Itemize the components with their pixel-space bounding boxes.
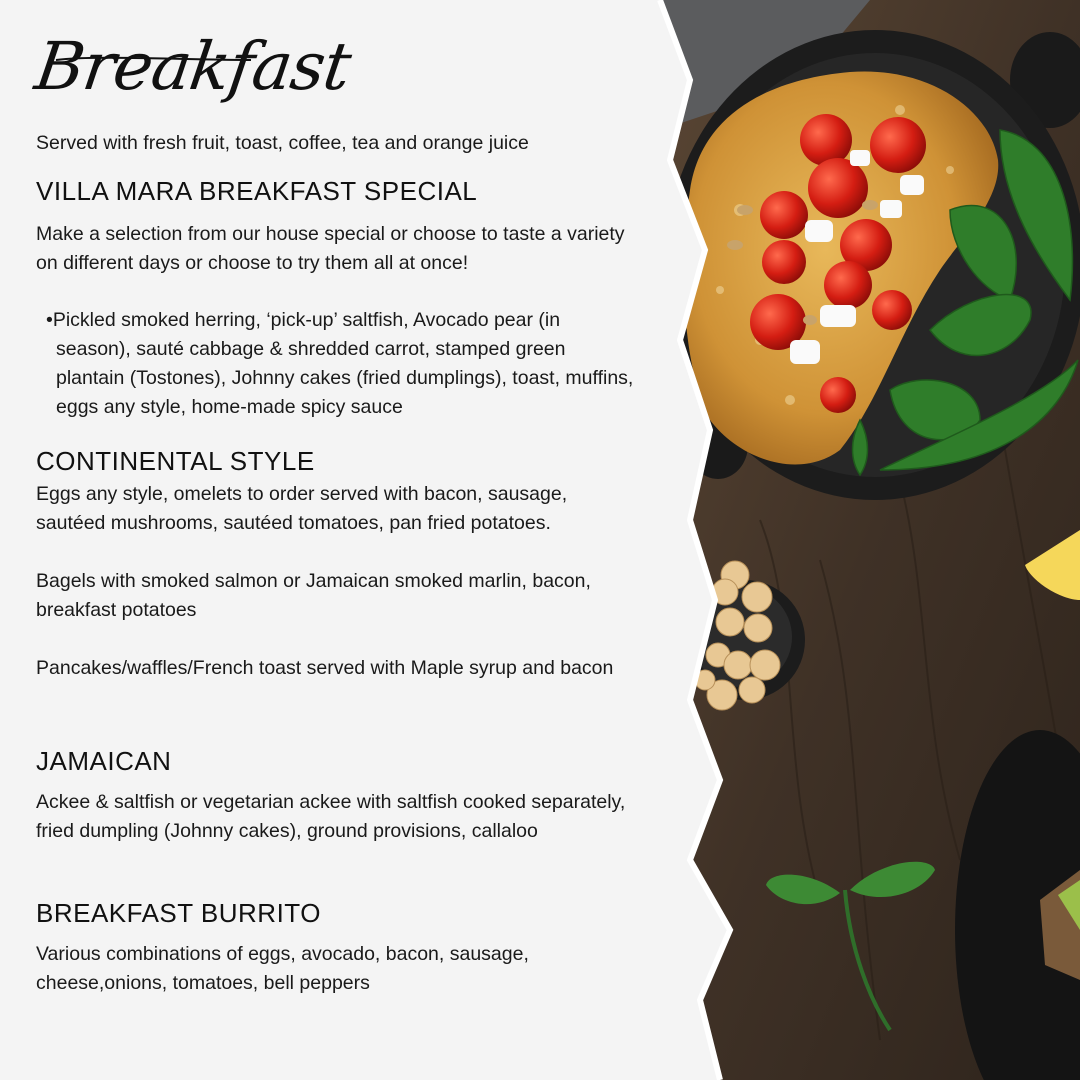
menu-title: Breakfast bbox=[30, 28, 356, 105]
jamaican-description: Ackee & saltfish or vegetarian ackee with saltfish cooked separately, fried dumpling (Johnny cakes), ground provisions, callaloo bbox=[36, 791, 626, 842]
heading-burrito: BREAKFAST BURRITO bbox=[36, 898, 321, 928]
menu-subtitle: Served with fresh fruit, toast, coffee, tea and orange juice bbox=[36, 132, 529, 154]
continental-item: Bagels with smoked salmon or Jamaican smoked marlin, bacon, breakfast potatoes bbox=[36, 570, 591, 621]
continental-item: Eggs any style, omelets to order served with bacon, sausage, sautéed mushrooms, sautéed tomatoes, pan fried potatoes. bbox=[36, 483, 568, 534]
heading-jamaican: JAMAICAN bbox=[36, 746, 172, 776]
heading-continental: CONTINENTAL STYLE bbox=[36, 446, 315, 476]
continental-item: Pancakes/waffles/French toast served with Maple syrup and bacon bbox=[36, 657, 614, 679]
heading-special: VILLA MARA BREAKFAST SPECIAL bbox=[36, 176, 478, 206]
special-intro: Make a selection from our house special or choose to taste a variety on different days or choose to try them all at once! bbox=[36, 223, 625, 274]
special-bullet: •Pickled smoked herring, ‘pick-up’ saltfish, Avocado pear (in season), sauté cabbage & shredded carrot, stamped green plantain (Tostones), Johnny cakes (fried dumplings), toast, muffins, eggs any style, home-made spicy sauce bbox=[46, 309, 634, 418]
burrito-description: Various combinations of eggs, avocado, bacon, sausage, cheese,onions, tomatoes, bell peppers bbox=[36, 943, 529, 994]
